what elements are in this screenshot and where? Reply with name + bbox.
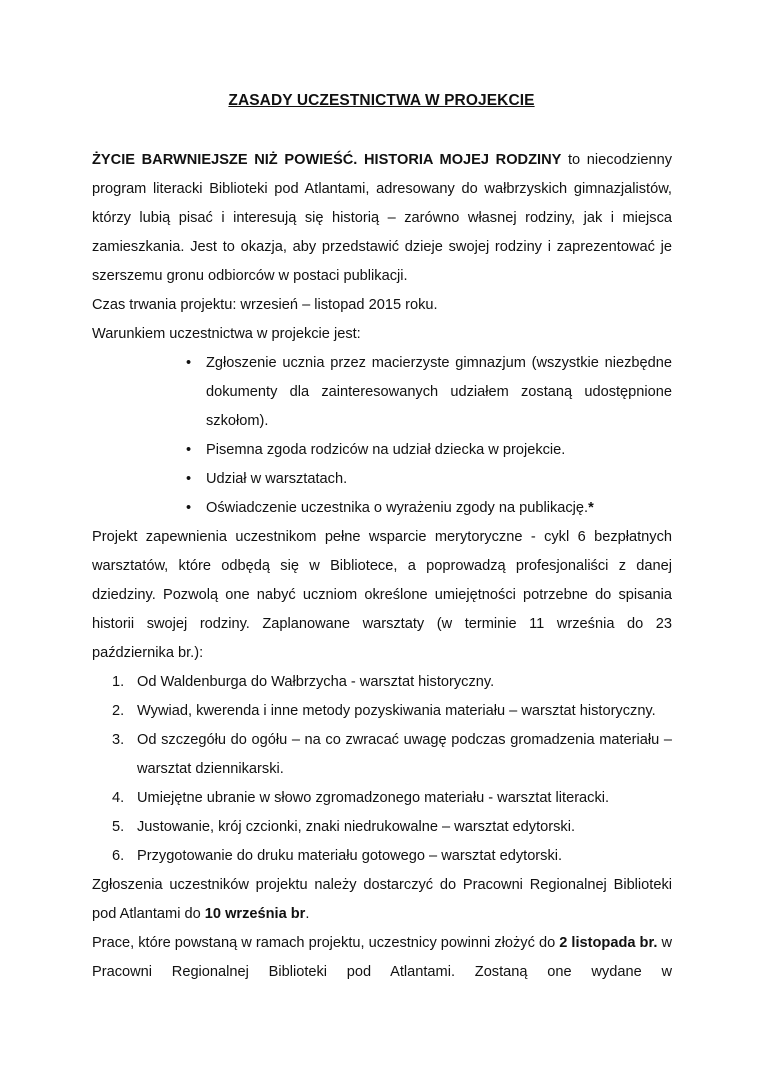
condition-item: • Udział w warsztatach. [206, 465, 672, 494]
workshops-list [92, 668, 672, 871]
works-deadline: 2 listopada br. [559, 935, 658, 951]
workshop-item: 5. Justowanie, krój czcionki, znaki niedrukowalne – warsztat edytorski. [112, 819, 576, 835]
condition-item: • Zgłoszenie ucznia przez macierzyste gimnazjum (wszystkie niezbędne dokumenty dla zainteresowanych udziałem zostaną udostępnione szkołom). [206, 349, 672, 436]
submission-deadline: 10 września br [204, 906, 306, 922]
workshop-item: 2. Wywiad, kwerenda i inne metody pozyskiwania materiału – warsztat historyczny. [112, 703, 656, 719]
document-title: ZASADY UCZESTNICTWA W PROJEKCIE [228, 92, 535, 109]
document-body [92, 146, 672, 987]
workshop-item: 4. Umiejętne ubranie w słowo zgromadzonego materiału - warsztat literacki. [112, 790, 610, 806]
workshop-item: 1. Od Waldenburga do Wałbrzycha - warsztat historyczny. [112, 674, 495, 690]
condition-item: • Pisemna zgoda rodziców na udział dziecka w projekcie. [206, 436, 672, 465]
intro-paragraph [92, 146, 672, 291]
works-paragraph: Prace, które powstaną w ramach projektu, uczestnicy powinni złożyć do 2 listopada br. w Pracowni Regionalnej Biblioteki pod Atlantami. Zostaną one wydane w [92, 935, 672, 980]
program-name: ŻYCIE BARWNIEJSZE NIŻ POWIEŚĆ. HISTORIA MOJEJ RODZINY [92, 152, 562, 168]
submission-paragraph: Zgłoszenia uczestników projektu należy dostarczyć do Pracowni Regionalnej Biblioteki pod Atlantami do 10 września br. [92, 877, 672, 922]
condition-item: • Oświadczenie uczestnika o wyrażeniu zgody na publikację.* [206, 494, 672, 523]
workshop-item: 3. Od szczegółu do ogółu – na co zwracać uwagę podczas gromadzenia materiału – warsztat dziennikarski. [112, 732, 672, 777]
support-paragraph: Projekt zapewnienia uczestnikom pełne wsparcie merytoryczne - cykl 6 bezpłatnych warsztatów, które odbędą się w Bibliotece, a poprowadzą profesjonaliści z danej dziedziny. Pozwolą one nabyć uczniom określone umiejętności potrzebne do spisania historii swojej rodziny. Zaplanowane warsztaty (w terminie 11 września do 23 października br.): [92, 529, 672, 661]
conditions-intro: Warunkiem uczestnictwa w projekcie jest: [92, 326, 361, 342]
workshop-item: 6. Przygotowanie do druku materiału gotowego – warsztat edytorski. [112, 848, 563, 864]
duration-line: Czas trwania projektu: wrzesień – listopad 2015 roku. [92, 297, 438, 313]
footnote-marker: * [588, 500, 594, 516]
conditions-list [92, 349, 672, 523]
intro-text: to niecodzienny program literacki Biblioteki pod Atlantami, adresowany do wałbrzyskich gimnazjalistów, którzy lubią pisać i interesują się historią – zarówno własnej rodziny, jak i miejsca zamieszkania. Jest to okazja, aby przedstawić dzieje swojej rodziny i zaprezentować je szerszemu gronu odbiorców w postaci publikacji. [92, 152, 672, 284]
